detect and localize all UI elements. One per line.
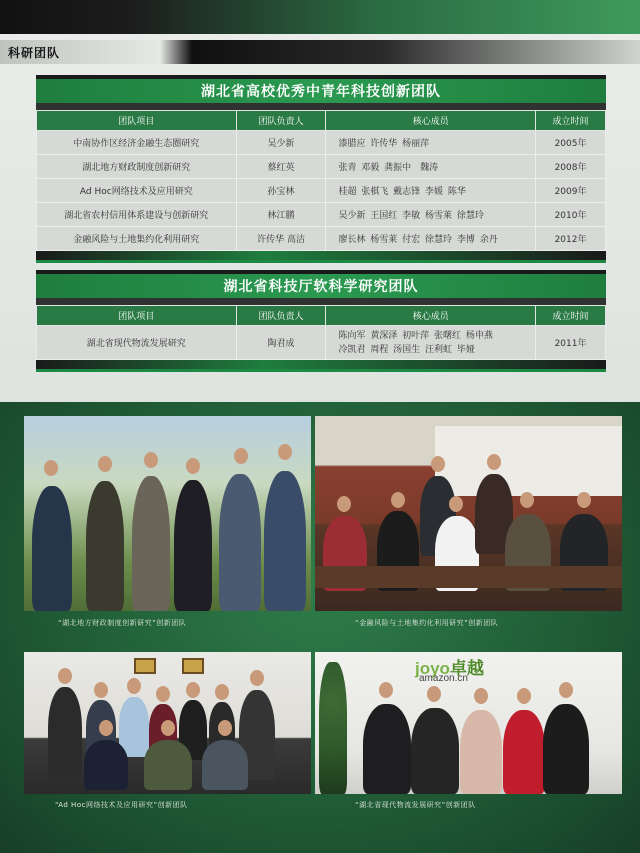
cell-year: 2008年 xyxy=(536,155,606,179)
panel-footer-bar xyxy=(36,360,606,372)
table-row xyxy=(37,179,606,203)
cell-leader: 许传华 高洁 xyxy=(236,227,326,251)
table-row xyxy=(37,326,606,360)
cell-project: 中南协作区经济金融生态圈研究 xyxy=(37,131,237,155)
members-line: 冷凯君 周程 汤国生 汪利虹 毕娅 xyxy=(338,344,475,355)
cell-members: 张青 邓毅 龚振中 魏涛 xyxy=(326,155,536,179)
header-year: 成立时间 xyxy=(536,111,606,131)
panel-title: 湖北省高校优秀中青年科技创新团队 xyxy=(36,75,606,103)
cell-leader: 林江鹏 xyxy=(236,203,326,227)
soft-science-team-panel xyxy=(36,270,606,372)
innovation-team-panel xyxy=(36,75,606,263)
photo-team-seated xyxy=(24,652,311,794)
photo-team-joyo xyxy=(315,652,622,794)
header-project: 团队项目 xyxy=(37,111,237,131)
cell-year: 2009年 xyxy=(536,179,606,203)
header-members: 核心成员 xyxy=(326,111,536,131)
table-header-row xyxy=(37,306,606,326)
table-header-row xyxy=(37,111,606,131)
top-banner xyxy=(0,0,640,34)
cell-members: 桂超 张棋飞 戴志锋 李媛 陈华 xyxy=(326,179,536,203)
cell-project: 湖北地方财政制度创新研究 xyxy=(37,155,237,179)
conference-table xyxy=(315,566,622,588)
cell-year: 2012年 xyxy=(536,227,606,251)
christmas-tree xyxy=(319,662,347,794)
cell-leader: 陶君成 xyxy=(236,326,326,360)
cell-members xyxy=(326,326,536,360)
cell-members: 吴少新 王国红 李敏 杨雪莱 徐慧玲 xyxy=(326,203,536,227)
table-row xyxy=(37,203,606,227)
panel-divider xyxy=(36,298,606,305)
table-row xyxy=(37,155,606,179)
joyo-logo: joyo卓越 xyxy=(415,659,484,678)
panel-footer-bar xyxy=(36,251,606,263)
section-header-bar xyxy=(0,40,640,64)
photo-team-meeting xyxy=(315,416,622,611)
header-year: 成立时间 xyxy=(536,306,606,326)
header-leader: 团队负责人 xyxy=(236,111,326,131)
cell-leader: 吴少新 xyxy=(236,131,326,155)
team-table xyxy=(36,305,606,360)
table-row xyxy=(37,227,606,251)
cell-members: 廖长林 杨雪莱 付宏 徐慧玲 李博 余丹 xyxy=(326,227,536,251)
photo-caption: “金融风险与土地集约化利用研究”创新团队 xyxy=(355,619,499,627)
photo-caption: “Ad Hoc网络技术及应用研究”创新团队 xyxy=(55,801,188,809)
cell-project: 金融风险与土地集约化利用研究 xyxy=(37,227,237,251)
cell-leader: 孙宝林 xyxy=(236,179,326,203)
photo-team-outdoor xyxy=(24,416,311,611)
team-table xyxy=(36,110,606,251)
header-leader: 团队负责人 xyxy=(236,306,326,326)
cell-year: 2011年 xyxy=(536,326,606,360)
cell-leader: 蔡红英 xyxy=(236,155,326,179)
amazon-logo: amazon.cn xyxy=(419,673,468,684)
panel-divider xyxy=(36,103,606,110)
cell-year: 2005年 xyxy=(536,131,606,155)
cell-year: 2010年 xyxy=(536,203,606,227)
table-row xyxy=(37,131,606,155)
photo-caption: “湖北地方财政制度创新研究”创新团队 xyxy=(58,619,187,627)
cell-members: 漆腊应 许传华 杨丽萍 xyxy=(326,131,536,155)
header-project: 团队项目 xyxy=(37,306,237,326)
section-title: 科研团队 xyxy=(8,46,61,60)
cell-project: 湖北省现代物流发展研究 xyxy=(37,326,237,360)
header-members: 核心成员 xyxy=(326,306,536,326)
panel-title: 湖北省科技厅软科学研究团队 xyxy=(36,270,606,298)
cell-project: Ad Hoc网络技术及应用研究 xyxy=(37,179,237,203)
members-line: 陈向军 黄深泽 初叶萍 张曙红 杨申燕 xyxy=(338,330,493,341)
photo-caption: “湖北省现代物流发展研究”创新团队 xyxy=(355,801,476,809)
cell-project: 湖北省农村信用体系建设与创新研究 xyxy=(37,203,237,227)
